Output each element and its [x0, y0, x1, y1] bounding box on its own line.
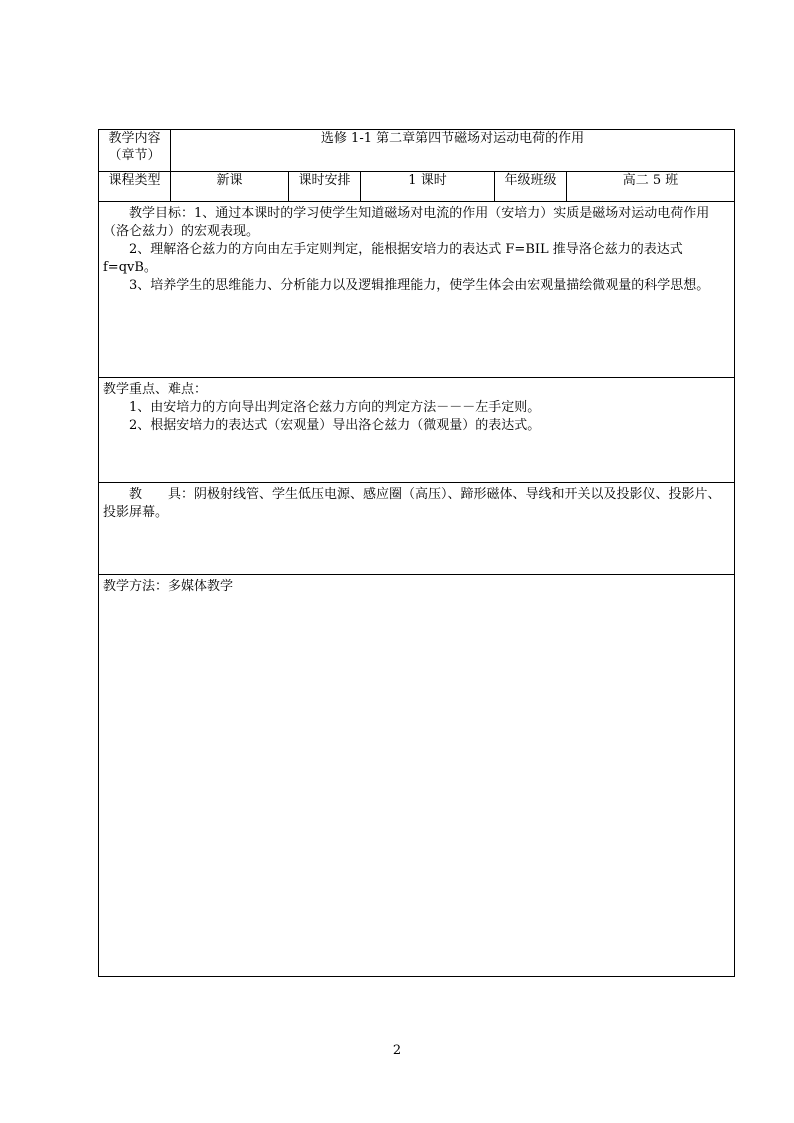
- key-point-1: 1、由安培力的方向导出判定洛仑兹力方向的判定方法－－－左手定则。: [129, 400, 541, 415]
- objective-2: 2、理解洛仑兹力的方向由左手定则判定，能根据安培力的表达式 F=BIL 推导洛仑兹力的表达式 f=qvB。: [103, 242, 683, 275]
- course-info-row: [99, 172, 735, 202]
- tools-row: [99, 483, 735, 575]
- course-type-value: 新课: [171, 172, 289, 202]
- objective-3: 3、培养学生的思维能力、分析能力以及逻辑推理能力，使学生体会由宏观量描绘微观量的科学思想。: [129, 278, 710, 293]
- content-row: [99, 130, 735, 172]
- objectives-row: [99, 202, 735, 378]
- course-type-label: 课程类型: [99, 172, 171, 202]
- tools-cell: [99, 483, 735, 575]
- lesson-plan-sheet: [98, 129, 734, 984]
- method-cell: [99, 575, 735, 977]
- content-label-line2: （章节）: [108, 148, 161, 163]
- key-points-cell: [99, 378, 735, 483]
- page-number: 2: [392, 1043, 402, 1058]
- method-row: [99, 575, 735, 977]
- grade-label: 年级班级: [495, 172, 567, 202]
- content-value-cell: 选修 1-1 第二章第四节磁场对运动电荷的作用: [171, 130, 735, 172]
- content-label-cell: [99, 130, 171, 172]
- key-points-row: [99, 378, 735, 483]
- schedule-label: 课时安排: [289, 172, 361, 202]
- key-points-title: 教学重点、难点：: [103, 382, 208, 397]
- content-label-line1: 教学内容: [108, 131, 161, 146]
- method-text: 教学方法：多媒体教学: [103, 579, 234, 594]
- lesson-plan-table: [98, 129, 735, 977]
- key-point-2: 2、根据安培力的表达式（宏观量）导出洛仑兹力（微观量）的表达式。: [129, 418, 541, 433]
- schedule-value: 1 课时: [361, 172, 495, 202]
- objective-1: 教学目标：1、通过本课时的学习使学生知道磁场对电流的作用（安培力）实质是磁场对运动电荷作用（洛仑兹力）的宏观表现。: [103, 206, 710, 239]
- grade-value: 高二 5 班: [567, 172, 735, 202]
- tools-text: 教 具：阴极射线管、学生低压电源、感应圈（高压）、蹄形磁体、导线和开关以及投影仪、投影片、投影屏幕。: [103, 487, 721, 520]
- objectives-cell: [99, 202, 735, 378]
